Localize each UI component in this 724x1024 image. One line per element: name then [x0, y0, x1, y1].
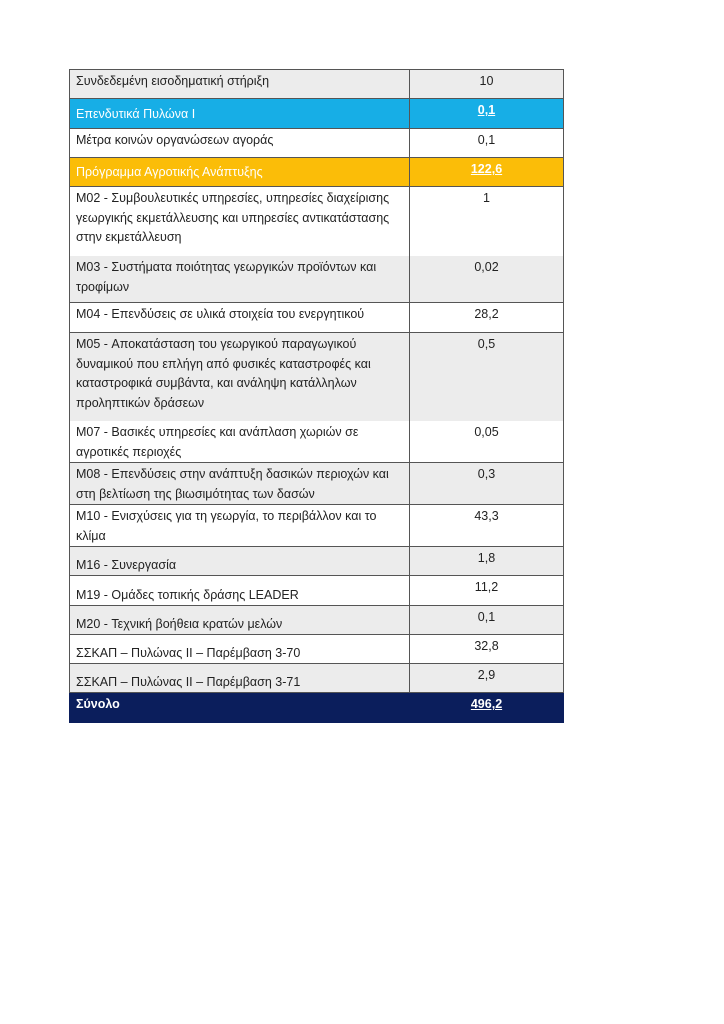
row-value [410, 158, 564, 187]
row-value: 0,3 [410, 463, 564, 505]
row-value: 0,02 [410, 256, 564, 303]
table-row [70, 463, 564, 505]
row-label: Επενδυτικά Πυλώνα Ι [70, 99, 410, 129]
row-value: 0,5 [410, 333, 564, 421]
row-value: 28,2 [410, 303, 564, 333]
row-value-link[interactable]: 122,6 [470, 162, 503, 176]
row-label: ΣΣΚΑΠ – Πυλώνας ΙΙ – Παρέμβαση 3-71 [70, 664, 410, 693]
table-row [70, 333, 564, 421]
table-row [70, 547, 564, 576]
table-row [70, 187, 564, 256]
row-label: M19 - Ομάδες τοπικής δράσης LEADER [70, 576, 410, 606]
row-label: Μέτρα κοινών οργανώσεων αγοράς [70, 129, 410, 158]
row-label: M08 - Επενδύσεις στην ανάπτυξη δασικών περιοχών και στη βελτίωση της βιωσιμότητας των δασών [70, 463, 410, 505]
row-label: Πρόγραμμα Αγροτικής Ανάπτυξης [70, 158, 410, 187]
row-label: M07 - Βασικές υπηρεσίες και ανάπλαση χωριών σε αγροτικές περιοχές [70, 421, 410, 463]
row-value: 43,3 [410, 505, 564, 547]
table-row-rural-development [70, 158, 564, 187]
row-label: M20 - Τεχνική βοήθεια κρατών μελών [70, 606, 410, 635]
total-value-link[interactable]: 496,2 [470, 697, 503, 711]
row-label: ΣΣΚΑΠ – Πυλώνας ΙΙ – Παρέμβαση 3-70 [70, 635, 410, 664]
row-label: M04 - Επενδύσεις σε υλικά στοιχεία του ενεργητικού [70, 303, 410, 333]
row-value-link[interactable]: 0,1 [477, 103, 496, 117]
table-row-pillar-1-investments [70, 99, 564, 129]
row-label: M10 - Ενισχύσεις για τη γεωργία, το περιβάλλον και το κλίμα [70, 505, 410, 547]
table-row [70, 505, 564, 547]
row-value [410, 99, 564, 129]
total-value [410, 693, 564, 723]
table-row [70, 129, 564, 158]
row-value: 0,1 [410, 606, 564, 635]
total-label: Σύνολο [70, 693, 410, 723]
table-row [70, 606, 564, 635]
row-label: M05 - Αποκατάσταση του γεωργικού παραγωγικού δυναμικού που επλήγη από φυσικές καταστροφές και καταστροφικά συμβάντα, και ανάληψη κατάλληλων προληπτικών δράσεων [70, 333, 410, 421]
table-row [70, 664, 564, 693]
table-row [70, 576, 564, 606]
table-row [70, 303, 564, 333]
table-row [70, 256, 564, 303]
row-value: 2,9 [410, 664, 564, 693]
budget-table [69, 69, 564, 723]
row-label: M16 - Συνεργασία [70, 547, 410, 576]
row-value: 0,05 [410, 421, 564, 463]
table-row [70, 70, 564, 99]
row-label: M03 - Συστήματα ποιότητας γεωργικών προϊόντων και τροφίμων [70, 256, 410, 303]
row-value: 32,8 [410, 635, 564, 664]
row-value: 1,8 [410, 547, 564, 576]
row-value: 11,2 [410, 576, 564, 606]
row-value: 1 [410, 187, 564, 256]
table-row [70, 635, 564, 664]
row-value: 10 [410, 70, 564, 99]
row-value: 0,1 [410, 129, 564, 158]
row-label: Συνδεδεμένη εισοδηματική στήριξη [70, 70, 410, 99]
table-row-total [70, 693, 564, 723]
table-row [70, 421, 564, 463]
row-label: M02 - Συμβουλευτικές υπηρεσίες, υπηρεσίες διαχείρισης γεωργικής εκμετάλλευσης και υπηρεσίες αντικατάστασης στην εκμετάλλευση [70, 187, 410, 256]
